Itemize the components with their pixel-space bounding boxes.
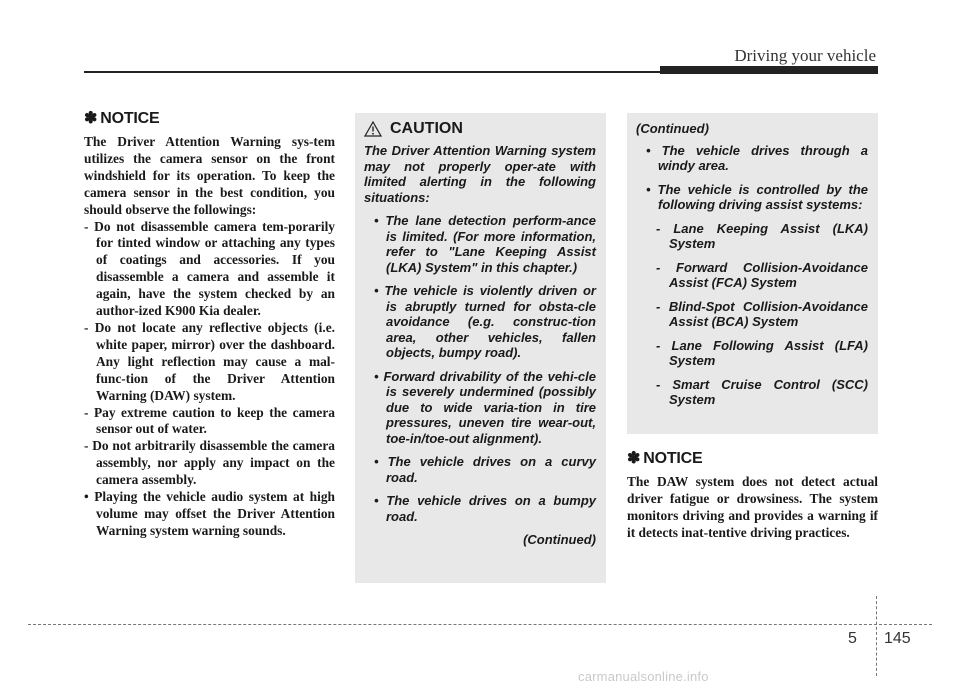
footer-divider [876,596,877,676]
caution-list-item: • The vehicle drives through a windy area. [646,142,868,173]
notice-list-item: - Pay extreme caution to keep the camera sensor out of water. [84,404,335,437]
caution-list-item: • The lane detection perform-ance is limited. (For more information, refer to "Lane Keeping Assist (LKA) System" in this chapter.) [374,213,596,275]
caution-list-item: • Forward drivability of the vehi-cle is severely undermined (possibly due to wide varia-tion in tire pressures, uneven tire wear-out, toe-in/toe-out alignment). [374,368,596,446]
notice-list-item: - Do not disassemble camera tem-porarily for tinted window or attaching any types of coatings and accessories. If you disassemble a camera and assemble it again, have the system checked by an author-ized K900 Kia dealer. [84,218,335,319]
notice-list-item: - Do not locate any reflective objects (i.e. white paper, mirror) over the dashboard. Any light reflection may cause a mal-func-tion of the Driver Attention Warning (DAW) system. [84,319,335,403]
notice-heading-text: NOTICE [643,450,703,467]
header-rule [84,71,660,73]
continued-label: (Continued) [523,532,596,547]
caution-list-item: • The vehicle is controlled by the following driving assist systems: [646,181,868,212]
notice-list-item: • Playing the vehicle audio system at high volume may offset the Driver Attention Warning system warning sounds. [84,489,335,538]
notice-body: The DAW system does not detect actual driver fatigue or drowsiness. The system monitors driving and provides a warning if it detects inat-tentive driving practices. [627,474,878,540]
notice-heading [84,108,335,128]
assist-system-item: - Blind-Spot Collision-Avoidance Assist (BCA) System [656,298,868,329]
page-header-title: Driving your vehicle [734,46,876,65]
assist-system-item: - Forward Collision-Avoidance Assist (FCA) System [656,259,868,290]
watermark: carmanualsonline.info [578,669,709,684]
footer-rule [28,624,932,625]
left-notice-section [84,108,335,540]
caution-intro: The Driver Attention Warning system may not properly oper-ate with limited alerting in the following situations: [364,143,596,205]
caution-continued-box [627,113,878,434]
asterisk-icon: ✽ [627,450,641,467]
caution-list-item: • The vehicle drives on a curvy road. [374,454,596,485]
header-rule-accent [660,66,878,74]
caution-list-item: • The vehicle drives on a bumpy road. [374,493,596,524]
caution-box [355,113,606,583]
notice-heading [627,448,878,468]
caution-list-item: • The vehicle is violently driven or is abruptly turned for obsta-cle avoidance (e.g. construc-tion area, other vehicles, fallen objects, bumpy road). [374,283,596,360]
warning-triangle-icon [364,121,382,137]
section-number: 5 [848,630,857,647]
right-notice-section [627,448,878,542]
notice-list-item: - Do not arbitrarily disassemble the camera assembly, nor apply any impact on the camera assembly. [84,438,335,488]
notice-intro: The Driver Attention Warning sys-tem utilizes the camera sensor on the front windshield for its operation. To keep the camera sensor in the best condition, you should observe the followings: [84,134,335,217]
notice-heading-text: NOTICE [100,110,160,127]
caution-heading-text: CAUTION [390,120,463,138]
asterisk-icon: ✽ [84,110,98,127]
assist-system-item: - Lane Following Assist (LFA) System [656,337,868,368]
assist-system-item: - Smart Cruise Control (SCC) System [656,376,868,407]
page-number: 145 [884,630,911,647]
continued-label: (Continued) [636,121,709,136]
assist-system-item: - Lane Keeping Assist (LKA) System [656,220,868,251]
caution-heading [364,121,596,137]
